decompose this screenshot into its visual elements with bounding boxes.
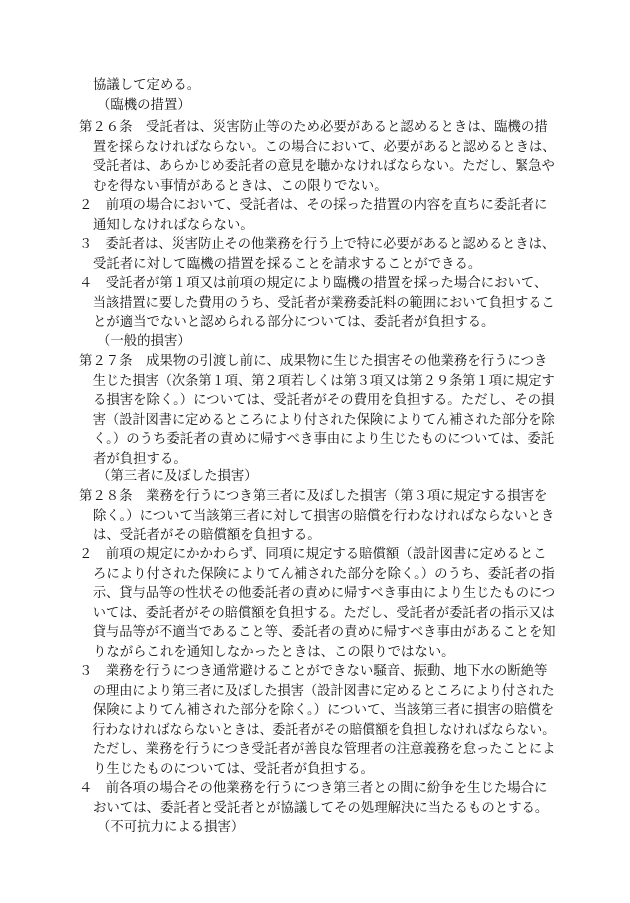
text-line: 保険によりてん補された部分を除く。）について、当該第三者に損害の賠償を [93,703,555,718]
article-27 [79,352,555,469]
text-line: 第２６条 受託者は、災害防止等のため必要があると認めるときは、臨機の措 [79,120,548,135]
clause-26-2 [79,196,555,235]
text-line: 協議して定める。 [93,78,201,93]
text-line: ３ 業務を行うにつき通常避けることができない騒音、振動、地下水の断絶等 [79,664,548,679]
text-line: 第２７条 成果物の引渡し前に、成果物に生じた損害その他業務を行うにつき [79,354,548,369]
text-line: 受託者に対して臨機の措置を採ることを請求することができる。 [93,256,482,272]
text-line: 除く。）について当該第三者に対して損害の賠償を行わなければならないとき [93,508,555,524]
text-line: ２ 前項の規定にかかわらず、同項に規定する賠償額（設計図書に定めるとこ [79,547,547,562]
text-line: ろにより付された保険によりてん補された部分を除く。）のうち、委託者の指 [93,566,555,582]
text-line: 生じた損害（次条第１項、第２項若しくは第３項又は第２９条第１項に規定す [92,373,555,389]
text-line: 置を採らなければならない。この場合において、必要があると認めるときは、 [92,139,556,155]
caption-text: （一般的損害） [97,334,191,349]
text-line: むを得ない事情があるときは、この限りでない。 [93,178,388,194]
text-line: は、受託者がその賠償額を負担する。 [93,528,321,543]
text-line: とが適当でないと認められる部分については、委託者が負担する。 [93,315,495,330]
text-line: く。）のうち委託者の責めに帰すべき事由により生じたものについては、委託 [93,432,555,447]
text-line: ４ 受託者が第１項又は前項の規定により臨機の措置を採った場合において、 [79,276,548,291]
clause-26-4 [79,274,555,333]
text-line: りながらこれを通知しなかったときは、この限りではない。 [93,644,455,660]
continuation-text [79,76,555,96]
article-26 [79,118,555,196]
text-line: いては、委託者がその賠償額を負担する。ただし、受託者が委託者の指示又は [92,605,555,621]
clause-26-3 [79,235,555,274]
text-line: 者が負担する。 [93,451,187,467]
text-line: ４ 前各項の場合その他業務を行うにつき第三者との間に紛争を生じた場合に [79,781,548,796]
text-line: ２ 前項の場合において、受託者は、その採った措置の内容を直ちに委託者に [79,198,548,213]
text-line: ３ 委託者は、災害防止その他業務を行う上で特に必要があると認めるときは、 [79,237,556,252]
text-line: 受託者は、あらかじめ委託者の意見を聴かなければならない。ただし、緊急や [92,159,555,174]
text-line: 行わなければならないときは、委託者がその賠償額を負担しなければならない。 [92,722,556,738]
article-caption [79,332,555,352]
text-line: 当該措置に要した費用のうち、受託者が業務委託料の範囲において負担するこ [92,295,555,311]
article-caption [79,818,555,838]
text-line: る損害を除く。）については、受託者がその費用を負担する。ただし、その損 [93,393,555,408]
text-line: 貸与品等が不適当であること等、委託者の責めに帰すべき事由があることを知 [92,625,556,640]
text-line: の理由により第三者に及ぼした損害（設計図書に定めるところにより付された [92,683,555,699]
article-caption [79,467,555,487]
text-line: おいては、委託者と受託者とが協議してその処理解決に当たるものとする。 [93,800,549,816]
text-line: 示、貸与品等の性状その他委託者の責めに帰すべき事由により生じたものにつ [92,586,556,601]
caption-text: （臨機の措置） [97,98,191,113]
article-28 [79,487,555,546]
article-caption [79,96,555,116]
clause-28-3 [79,662,555,779]
clause-28-2 [79,545,555,662]
text-line: 通知しなければならない。 [93,217,254,233]
text-line: ただし、業務を行うにつき受託者が善良な管理者の注意義務を怠ったことによ [92,742,556,757]
text-line: り生じたものについては、受託者が負担する。 [93,761,374,777]
text-line: 害（設計図書に定めるところにより付された保険によりてん補された部分を除 [92,412,555,428]
clause-28-4 [79,779,555,818]
text-line: 第２８条 業務を行うにつき第三者に及ぼした損害（第３項に規定する損害を [79,489,548,504]
caption-text: （第三者に及ぼした損害） [97,469,258,484]
caption-text: （不可抗力による損害） [97,820,245,835]
